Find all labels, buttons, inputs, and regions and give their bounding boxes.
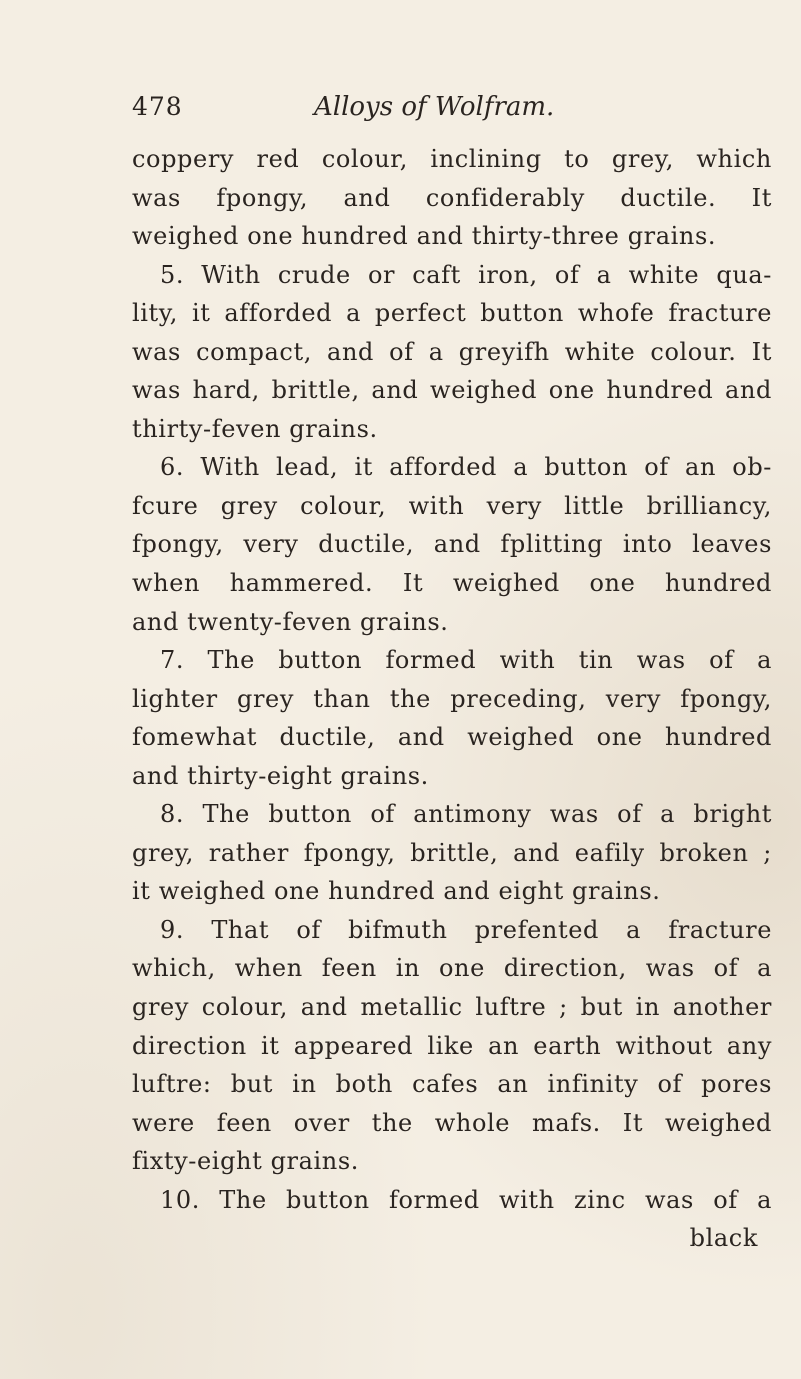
text-line: lighter grey than the preceding, very fpongy, <box>132 684 772 713</box>
text-line: and thirty-eight grains. <box>132 761 429 790</box>
text-line: when hammered. It weighed one hundred <box>132 569 772 598</box>
text-line: coppery red colour, inclining to grey, which <box>132 145 772 173</box>
text-line: 8. The button of antimony was of a bright <box>160 800 772 829</box>
page-number: 478 <box>132 92 183 121</box>
text-line: fpongy, very ductile, and fplitting into leaves <box>132 530 772 559</box>
text-line: 5. With crude or caft iron, of a white qua- <box>160 260 772 289</box>
text-line: grey, rather fpongy, brittle, and eafily broken ; <box>132 838 772 867</box>
text-line: fixty-eight grains. <box>132 1147 360 1176</box>
text-line: thirty-feven grains. <box>132 414 378 443</box>
catchword: black <box>689 1224 758 1253</box>
page-header <box>132 92 752 128</box>
text-line: grey colour, and metallic luftre ; but in another <box>132 993 772 1022</box>
text-line: 9. That of bifmuth prefented a fracture <box>160 915 772 944</box>
text-line: direction it appeared like an earth without any <box>132 1031 772 1060</box>
body-text <box>132 140 772 1258</box>
text-line: 7. The button formed with tin was of a <box>160 646 772 675</box>
text-line: it weighed one hundred and eight grains. <box>132 877 661 906</box>
text-line: 6. With lead, it afforded a button of an ob- <box>160 453 772 482</box>
text-line: lity, it afforded a perfect button whofe fracture <box>132 299 772 328</box>
text-line: was fpongy, and confiderably ductile. It <box>132 183 772 212</box>
running-title: Alloys of Wolfram. <box>314 92 555 122</box>
text-line: which, when feen in one direction, was of a <box>132 954 772 983</box>
text-line: was hard, brittle, and weighed one hundred and <box>132 376 772 405</box>
text-line: were feen over the whole mafs. It weighed <box>132 1108 772 1137</box>
text-line: fomewhat ductile, and weighed one hundred <box>132 723 772 752</box>
text-line: weighed one hundred and thirty-three grains. <box>132 222 717 251</box>
text-line: was compact, and of a greyifh white colour. It <box>132 337 772 366</box>
text-line: and twenty-feven grains. <box>132 607 449 636</box>
text-line: fcure grey colour, with very little brilliancy, <box>132 491 772 520</box>
text-line: luftre: but in both cafes an infinity of pores <box>132 1070 772 1099</box>
text-line: 10. The button formed with zinc was of a <box>160 1185 772 1214</box>
